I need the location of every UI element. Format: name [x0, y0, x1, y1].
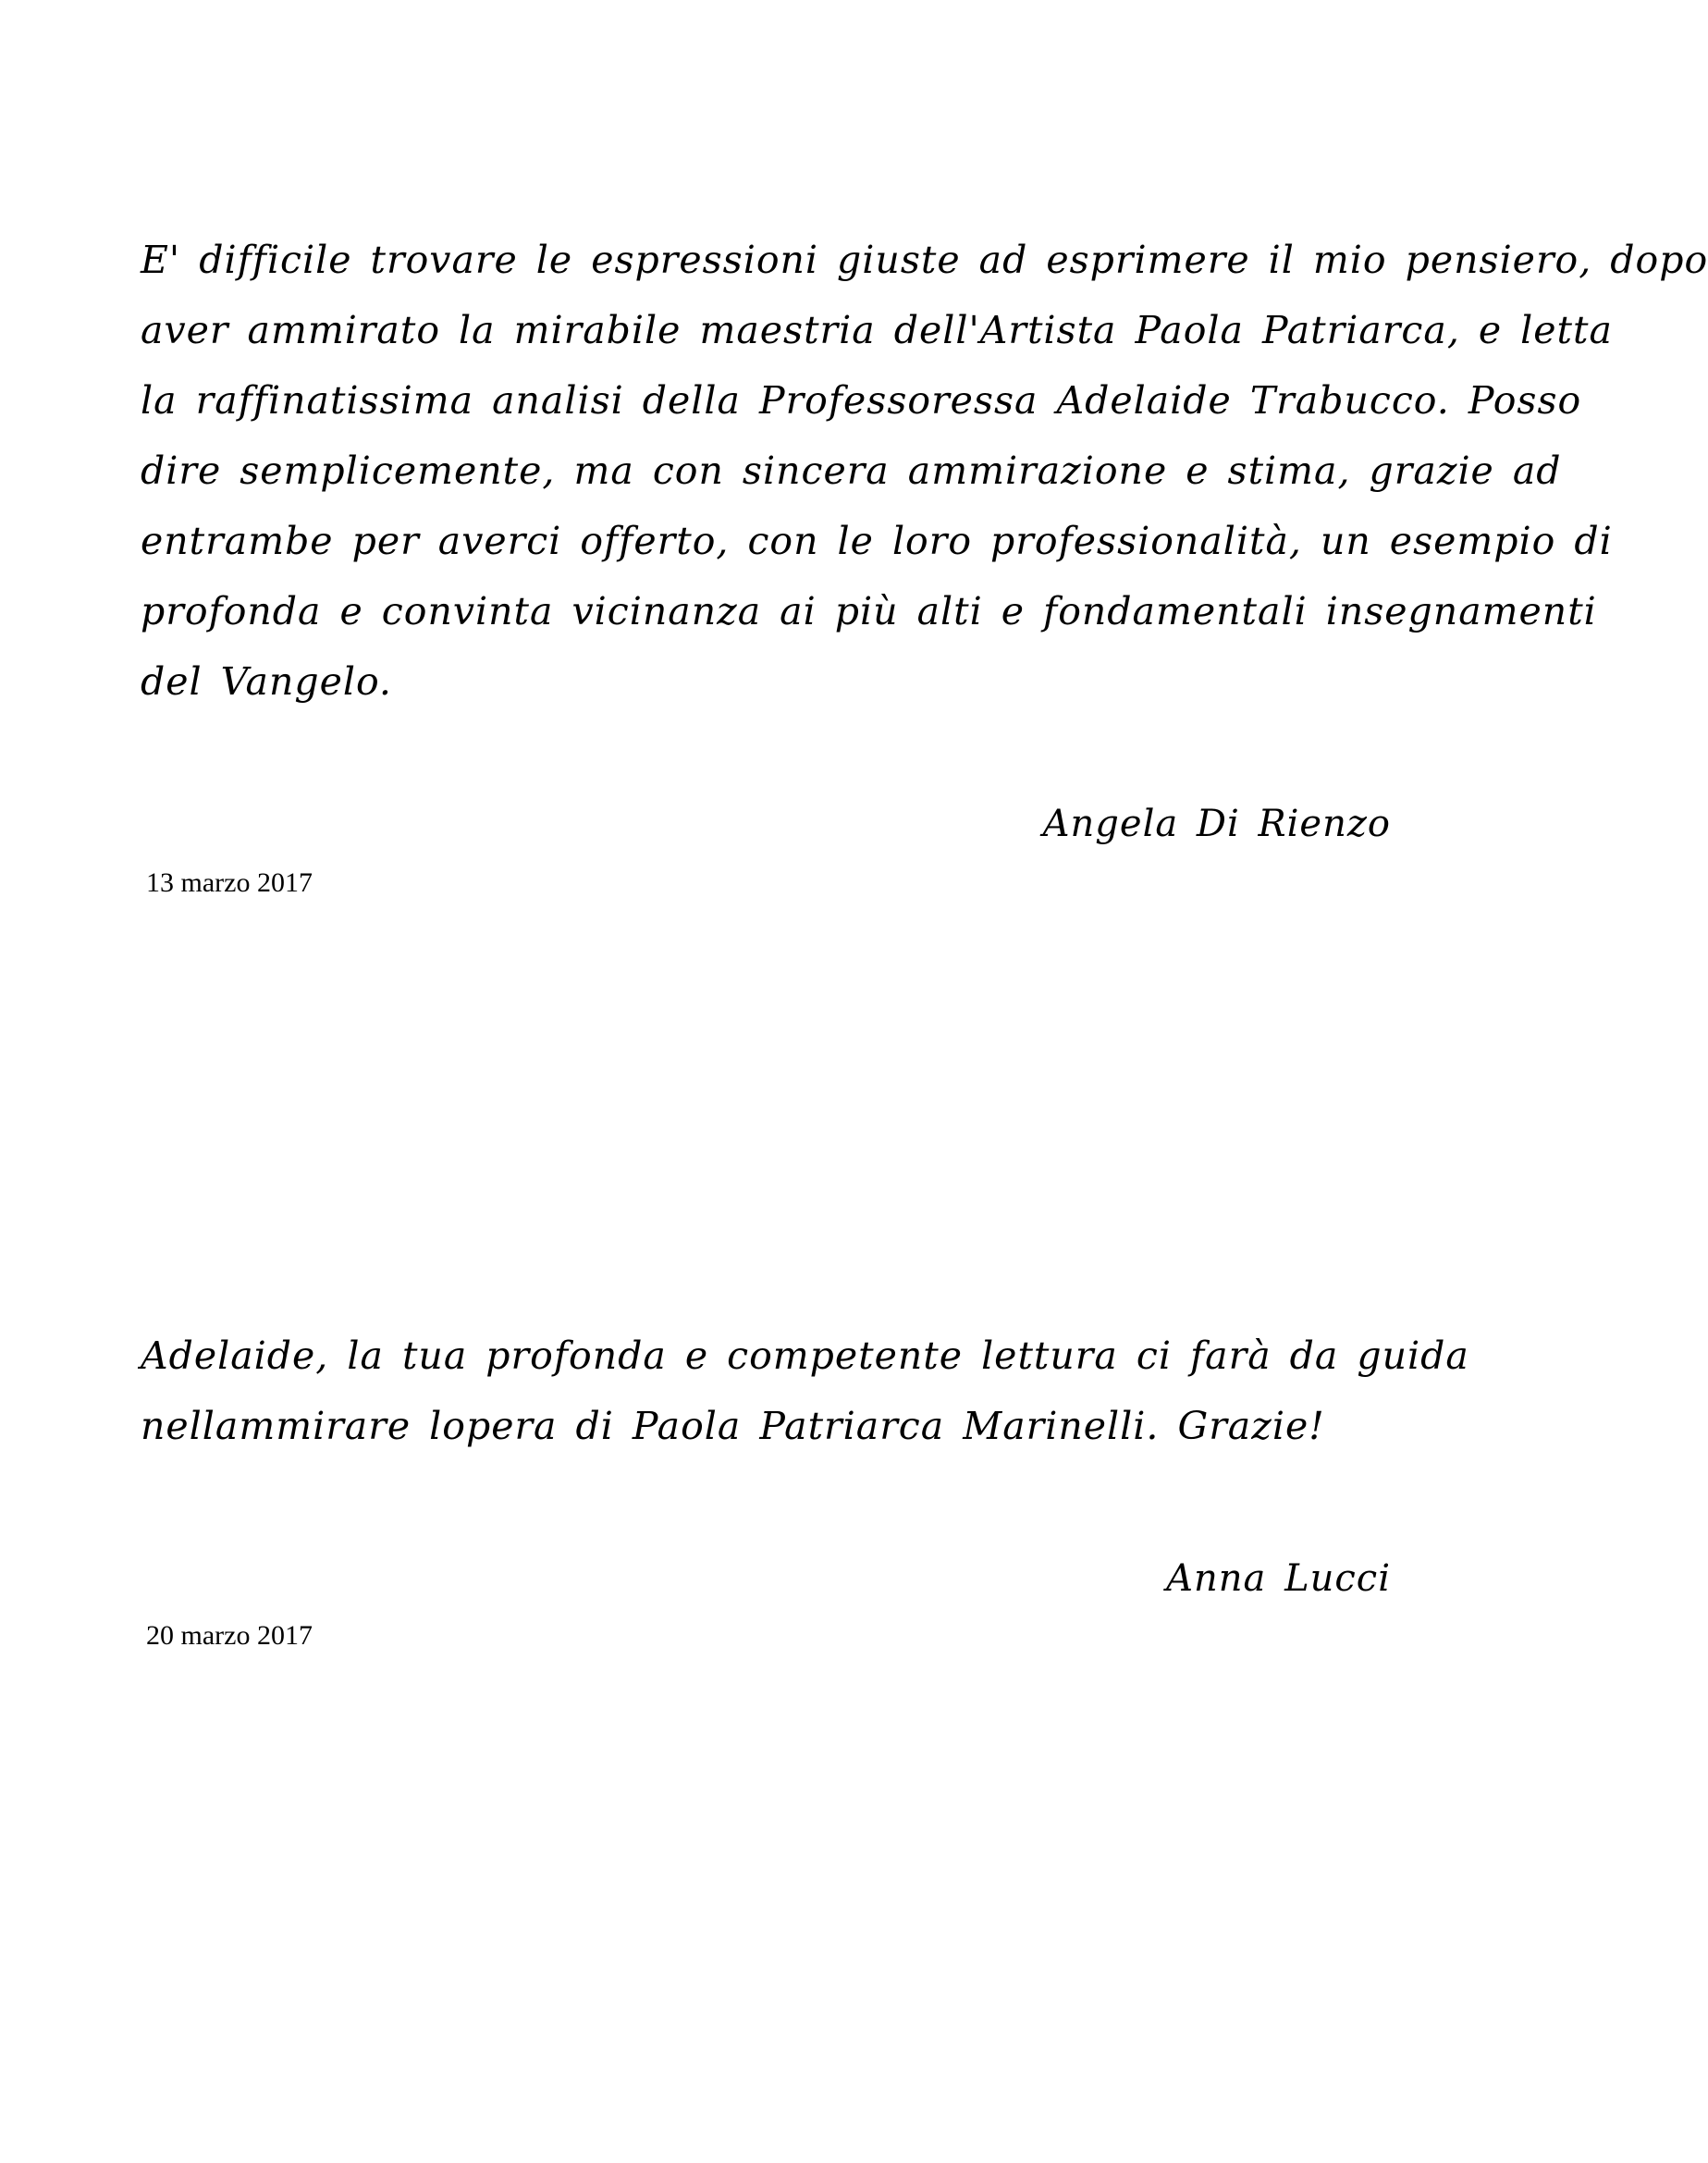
message-line: entrambe per averci offerto, con le loro professionalità, un esempio di	[141, 519, 1613, 563]
message-line: E' difficile trovare le espressioni giuste ad esprimere il mio pensiero, dopo	[141, 238, 1708, 282]
message-line: dire semplicemente, ma con sincera ammirazione e stima, grazie ad	[141, 449, 1562, 493]
message-line: aver ammirato la mirabile maestria dell'Artista Paola Patriarca, e letta	[141, 308, 1613, 352]
message-angela-di-rienzo	[141, 225, 1708, 717]
message-line: nellammirare lopera di Paola Patriarca Marinelli. Grazie!	[141, 1404, 1325, 1448]
message-anna-lucci	[141, 1321, 1469, 1461]
date-13-marzo-2017: 13 marzo 2017	[146, 867, 313, 898]
date-20-marzo-2017: 20 marzo 2017	[146, 1620, 313, 1651]
signature-anna-lucci: Anna Lucci	[1166, 1557, 1391, 1600]
message-line: la raffinatissima analisi della Professoressa Adelaide Trabucco. Posso	[141, 378, 1582, 423]
message-line: del Vangelo.	[141, 659, 392, 704]
message-line: profonda e convinta vicinanza ai più alti e fondamentali insegnamenti	[141, 589, 1597, 633]
message-line: Adelaide, la tua profonda e competente lettura ci farà da guida	[141, 1333, 1469, 1378]
signature-angela-di-rienzo: Angela Di Rienzo	[1042, 803, 1391, 845]
